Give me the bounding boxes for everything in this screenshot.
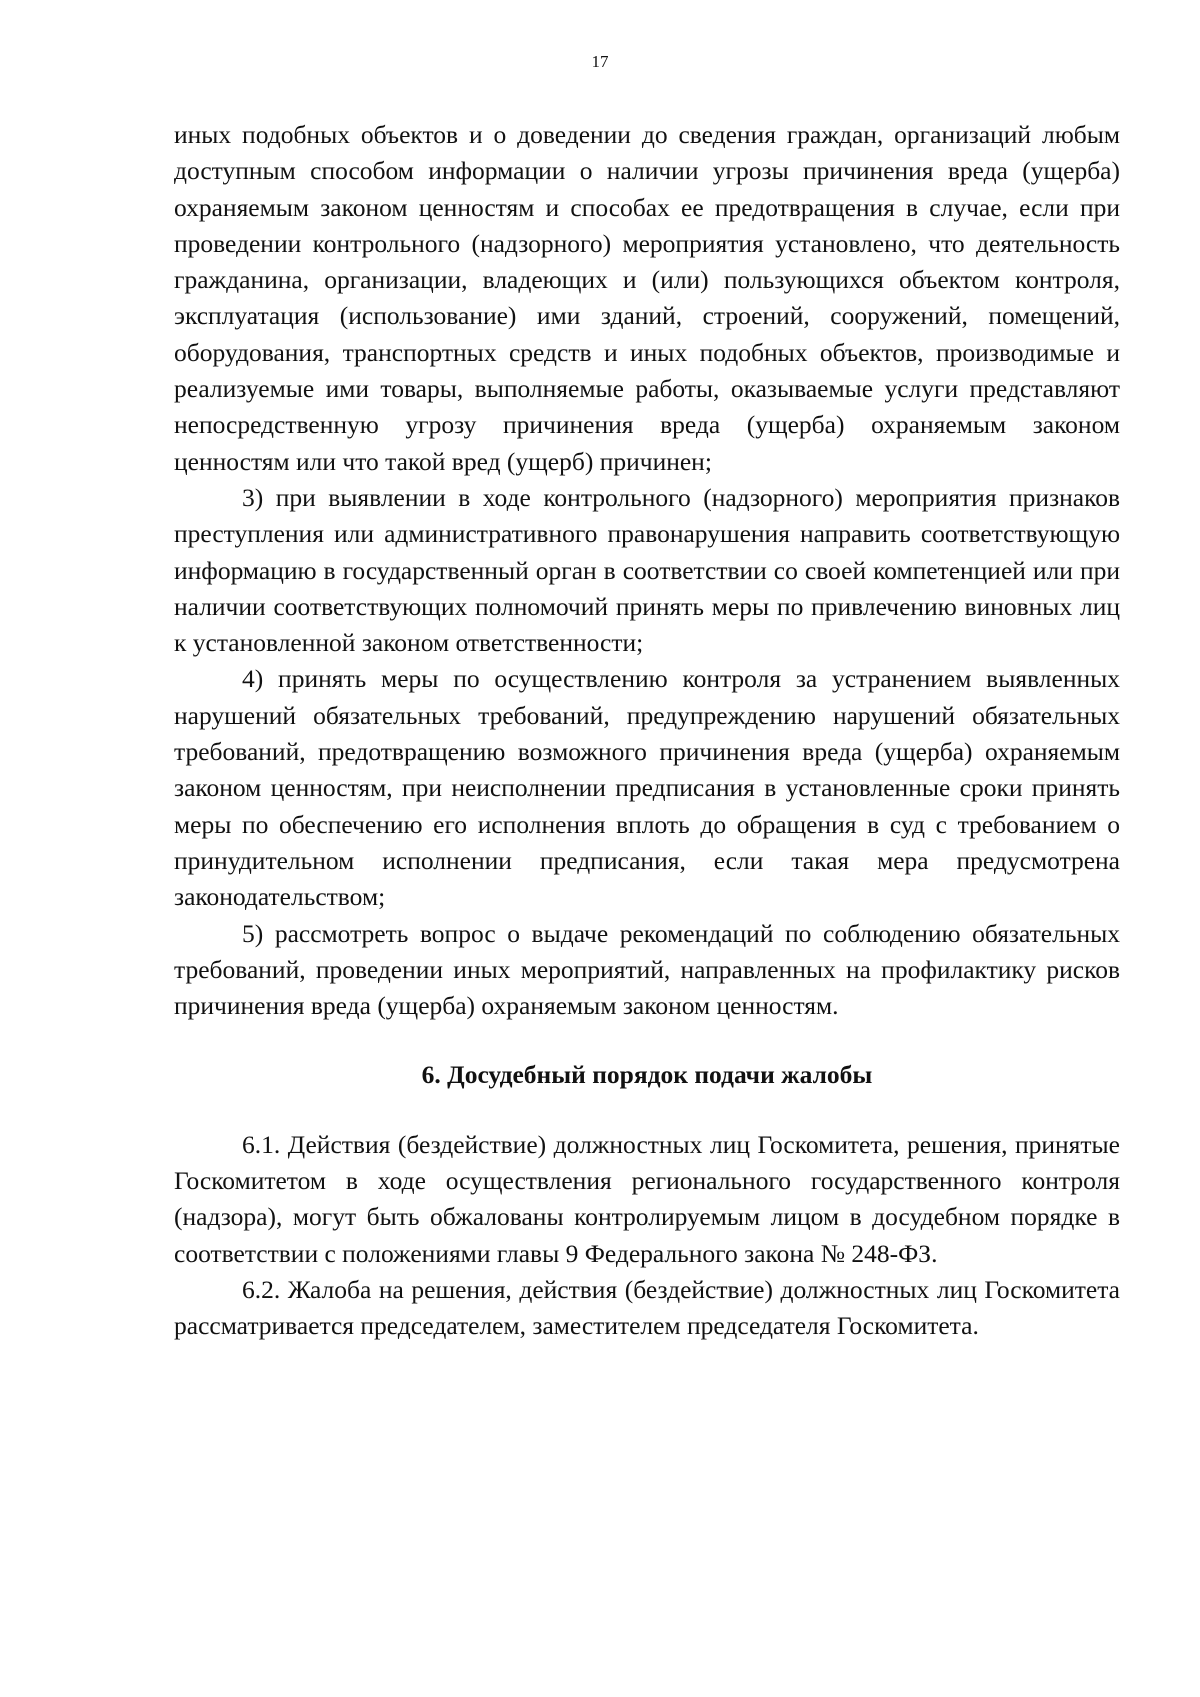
paragraph-6-1: 6.1. Действия (бездействие) должностных лиц Госкомитета, решения, принятые Госкомитетом в ходе осуществления регионального государственного контроля (надзора), могут быть обжалованы контролируемым лицом в досудебном порядке в соответствии с положениями главы 9 Федерального закона № 248-ФЗ. (174, 1129, 1120, 1268)
paragraph-continuation: иных подобных объектов и о доведении до сведения граждан, организаций любым доступным способом информации о наличии угрозы причинения вреда (ущерба) охраняемым законом ценностям и способах ее предотвращения в случае, если при проведении контрольного (надзорного) мероприятия установлено, что деятельность гражданина, организации, владеющих и (или) пользующихся объектом контроля, эксплуатация (использование) ими зданий, строений, сооружений, помещений, оборудования, транспортных средств и иных подобных объектов, производимые и реализуемые ими товары, выполняемые работы, оказываемые услуги представляют непосредственную угрозу причинения вреда (ущерба) охраняемым законом ценностям или что такой вред (ущерб) причинен; (174, 120, 1120, 476)
document-body (174, 117, 1120, 1345)
paragraph-item-5: 5) рассмотреть вопрос о выдаче рекомендаций по соблюдению обязательных требований, проведении иных мероприятий, направленных на профилактику рисков причинения вреда (ущерба) охраняемым законом ценностям. (174, 918, 1120, 1021)
section-heading: 6. Досудебный порядок подачи жалобы (421, 1060, 873, 1090)
paragraph-item-4: 4) принять меры по осуществлению контроля за устранением выявленных нарушений обязательных требований, предупреждению нарушений обязательных требований, предотвращению возможного причинения вреда (ущерба) охраняемым законом ценностям, при неисполнении предписания в установленные сроки принять меры по обеспечению его исполнения вплоть до обращения в суд с требованием о принудительном исполнении предписания, если такая мера предусмотрена законодательством; (174, 664, 1120, 912)
page-number: 17 (591, 52, 609, 71)
paragraph-item-3: 3) при выявлении в ходе контрольного (надзорного) мероприятия признаков преступления или административного правонарушения направить соответствующую информацию в государственный орган в соответствии со своей компетенцией или при наличии соответствующих полномочий принять меры по привлечению виновных лиц к установленной законом ответственности; (174, 482, 1120, 658)
paragraph-6-2: 6.2. Жалоба на решения, действия (бездействие) должностных лиц Госкомитета рассматривается председателем, заместителем председателя Госкомитета. (174, 1274, 1120, 1341)
